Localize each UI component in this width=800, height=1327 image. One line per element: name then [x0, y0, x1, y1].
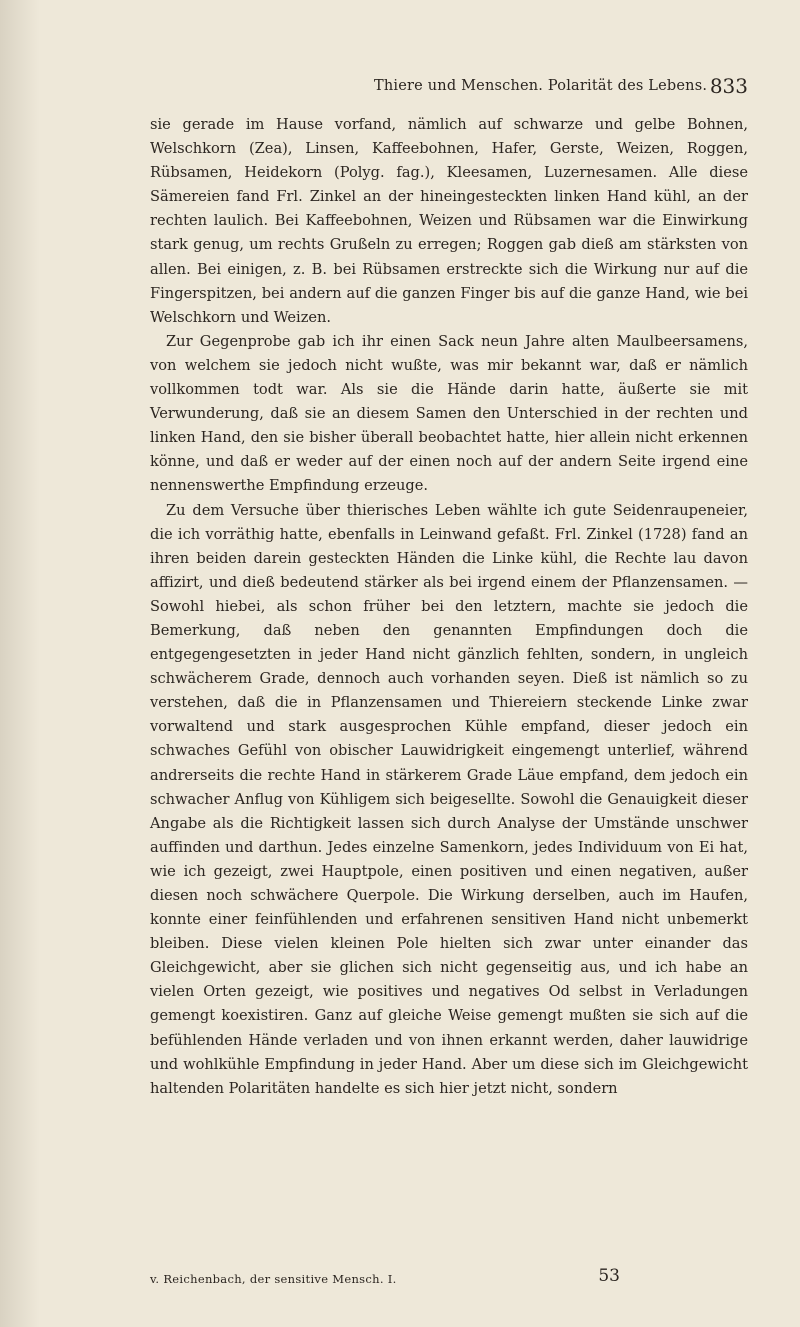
paragraph-1: sie gerade im Hause vorfand, nämlich auf schwarze und gelbe Bohnen, Welschkorn (Zea), Linsen, Kaffeebohnen, Hafer, Gerste, Weizen, Roggen, Rübsamen, Heidekorn (Polyg. fag.), Kleesamen, Luzernesamen. Alle diese Sämereien fand Frl. Zinkel an der hineingesteckten linken Hand kühl, an der rechten laulich. Bei Kaffeebohnen, Weizen und Rübsamen war die Einwirkung stark genug, um rechts Grußeln zu erregen; Roggen gab dieß am stärksten von allen. Bei einigen, z. B. bei Rübsamen erstreckte sich die Wirkung nur auf die Fingerspitzen, bei andern auf die ganzen Finger bis auf die ganze Hand, wie bei Welschkorn und Weizen.: [150, 116, 748, 326]
page-gutter-shadow: [0, 0, 40, 1327]
paragraph-3: Zu dem Versuche über thierisches Leben wählte ich gute Seidenraupeneier, die ich vorräthig hatte, ebenfalls in Leinwand gefaßt. Frl. Zinkel (1728) fand an ihren beiden darein gesteckten Händen die Linke kühl, die Rechte lau davon affizirt, und dieß bedeutend stärker als bei irgend einem der Pflanzensamen. — Sowohl hiebei, als schon früher bei den letztern, machte sie jedoch die Bemerkung, daß neben den genannten Empfindungen doch die entgegengesetzten in jeder Hand nicht gänzlich fehlten, sondern, in ungleich schwächerem Grade, dennoch auch vorhanden seyen. Dieß ist nämlich so zu verstehen, daß die in Pflanzensamen und Thiereiern steckende Linke zwar vorwaltend und stark ausgesprochen Kühle empfand, dieser jedoch ein schwaches Gefühl von obischer Lauwidrigkeit eingemengt unterlief, während andrerseits die rechte Hand in stärkerem Grade Läue empfand, dem jedoch ein schwacher Anflug von Kühligem sich beigesellte. Sowohl die Genauigkeit dieser Angabe als die Richtigkeit lassen sich durch Analyse der Umstände unschwer auffinden und darthun. Jedes einzelne Samenkorn, jedes Individuum von Ei hat, wie ich gezeigt, zwei Hauptpole, einen positiven und einen negativen, außer diesen noch schwächere Querpole. Die Wirkung derselben, auch im Haufen, konnte einer feinfühlenden und erfahrenen sensitiven Hand nicht unbemerkt bleiben. Diese vielen kleinen Pole hielten sich zwar unter einander das Gleichgewicht, aber sie glichen sich nicht gegenseitig aus, und ich habe an vielen Orten gezeigt, wie positives und negatives Od selbst in Verladungen gemengt koexistiren. Ganz auf gleiche Weise gemengt mußten sie sich auf die befühlenden Hände verladen und von ihnen erkannt werden, daher lauwidrige und wohlkühle Empfindung in jeder Hand. Aber um diese sich im Gleichgewicht haltenden Polaritäten handelte es sich hier jetzt nicht, sondern: [150, 501, 748, 1097]
printer-signature: v. Reichenbach, der sensitive Mensch. I.: [150, 1272, 397, 1286]
running-title: Thiere und Menschen. Polarität des Lebens.: [374, 78, 708, 94]
page-body: [150, 113, 748, 1101]
page-footer: [150, 1268, 748, 1292]
sheet-number: 53: [598, 1266, 620, 1286]
paragraph-2: Zur Gegenprobe gab ich ihr einen Sack neun Jahre alten Maulbeersamens, von welchem sie jedoch nicht wußte, was mir bekannt war, daß er nämlich vollkommen todt war. Als sie die Hände darin hatte, äußerte sie mit Verwunderung, daß sie an diesem Samen den Unterschied in der rechten und linken Hand, den sie bisher überall beobachtet hatte, hier allein nicht erkennen könne, und daß er weder auf der einen noch auf der andern Seite irgend eine nennenswerthe Empfindung erzeuge.: [150, 332, 748, 495]
page-header: [150, 74, 748, 100]
page-number: 833: [709, 74, 748, 98]
